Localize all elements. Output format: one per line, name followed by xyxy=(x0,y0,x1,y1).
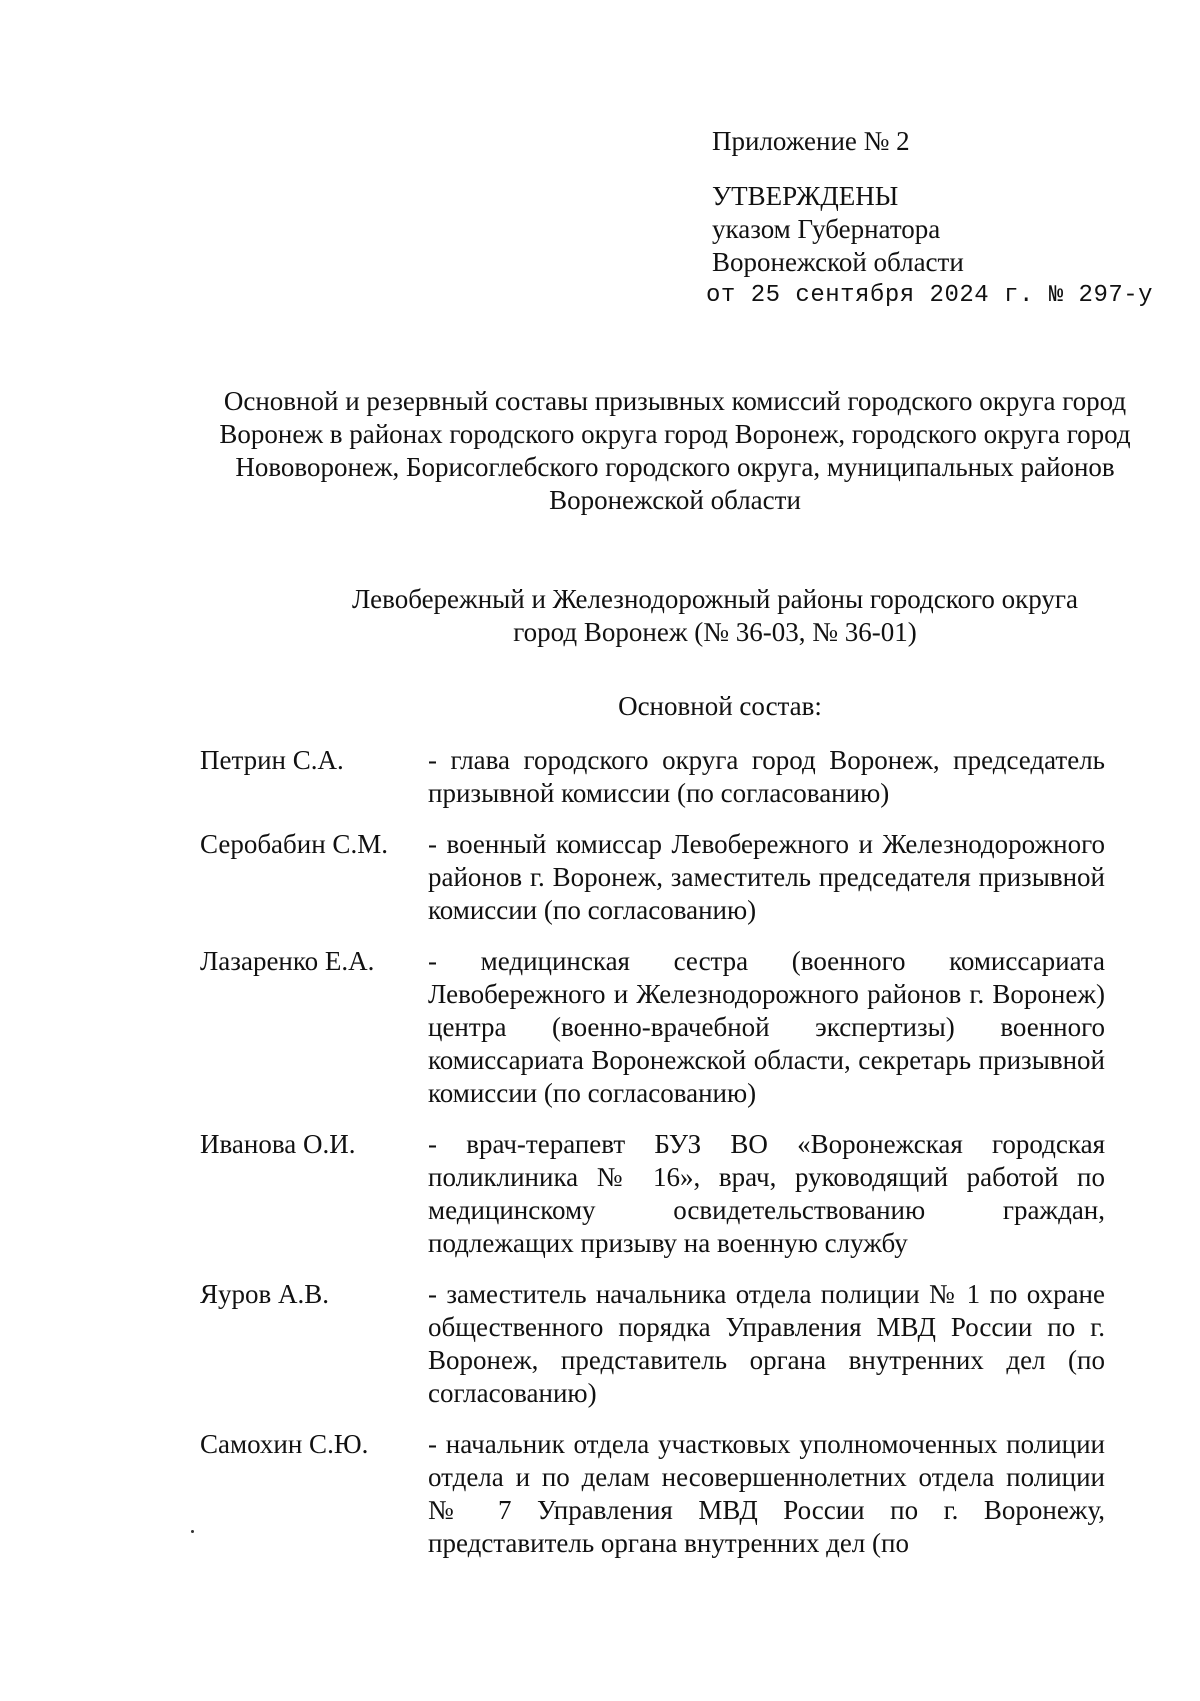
district-heading xyxy=(195,583,1155,649)
approved-label: УТВЕРЖДЕНЫ xyxy=(712,181,899,211)
members-list xyxy=(200,744,1105,1560)
member-role: - врач-терапевт БУЗ ВО «Воронежская городская поликлиника № 16», врач, руководящий работой по медицинскому освидетельствованию граждан, подлежащих призыву на военную службу xyxy=(428,1129,1105,1258)
member-name: Самохин С.Ю. xyxy=(200,1429,369,1459)
appendix-number: Приложение № 2 xyxy=(712,126,910,156)
member-role: - медицинская сестра (военного комиссариата Левобережного и Железнодорожного районов г. Воронеж) центра (военно-врачебной экспертизы) военного комиссариата Воронежской области, секретарь призывной комиссии (по согласованию) xyxy=(428,946,1105,1108)
decree-date-number: от 25 сентября 2024 г. № 297-у xyxy=(706,282,1154,309)
member-name: Иванова О.И. xyxy=(200,1129,356,1159)
member-row xyxy=(200,1278,1105,1410)
district-heading-line-2: город Воронеж (№ 36-03, № 36-01) xyxy=(513,617,917,647)
member-row xyxy=(200,1128,1105,1260)
section-heading: Основной состав: xyxy=(618,691,822,721)
member-name: Яуров А.В. xyxy=(200,1279,330,1309)
member-role: - начальник отдела участковых уполномоченных полиции отдела и по делам несовершеннолетних отдела полиции № 7 Управления МВД России по г. Воронежу, представитель органа внутренних дел (по xyxy=(428,1429,1105,1558)
scan-speck xyxy=(191,1530,194,1533)
approval-block xyxy=(706,125,1172,312)
approved-region: Воронежской области xyxy=(712,247,964,277)
member-role: - заместитель начальника отдела полиции № 1 по охране общественного порядка Управления МВД России по г. Воронеж, представитель органа внутренних дел (по согласованию) xyxy=(428,1279,1105,1408)
member-name: Лазаренко Е.А. xyxy=(200,946,375,976)
member-row xyxy=(200,744,1105,810)
member-row xyxy=(200,1428,1105,1560)
document-title: Основной и резервный составы призывных комиссий городского округа город Воронеж в районах городского округа город Воронеж, городского округа город Нововоронеж, Борисоглебского городского округа, муниципальных районов Воронежской области xyxy=(219,386,1131,515)
member-row xyxy=(200,945,1105,1110)
approved-by: указом Губернатора xyxy=(712,214,941,244)
member-role: - военный комиссар Левобережного и Железнодорожного районов г. Воронеж, заместитель председателя призывной комиссии (по согласованию) xyxy=(428,829,1105,925)
member-row xyxy=(200,828,1105,927)
member-name: Серобабин С.М. xyxy=(200,829,388,859)
member-role: - глава городского округа город Воронеж, председатель призывной комиссии (по согласованию) xyxy=(428,745,1105,808)
member-name: Петрин С.А. xyxy=(200,745,344,775)
district-heading-line-1: Левобережный и Железнодорожный районы городского округа xyxy=(352,584,1078,614)
